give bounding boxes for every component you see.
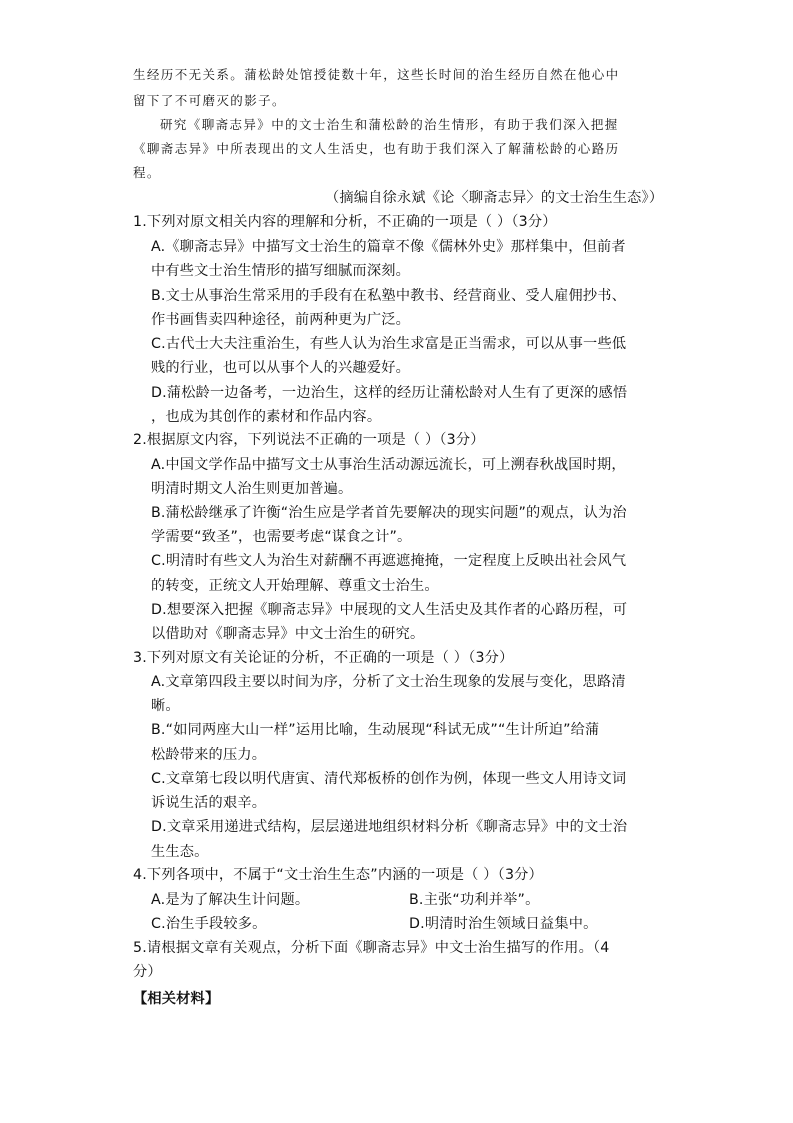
material-heading: 【相关材料】 [133,991,220,1007]
option-line: 明清时期文人治生则更加普遍。 [151,481,353,497]
option-line: 以借助对《聊斋志异》中文士治生的研究。 [151,626,425,642]
option-line: B.主张“功利并举”。 [409,892,540,908]
option-line: 学需要“致圣”，也需要考虑“谋食之计”。 [151,529,412,545]
option-line: A.中国文学作品中描写文士从事治生活动源远流长，可上溯春秋战国时期， [151,457,626,473]
option-line: 中有些文士治生情形的描写细腻而深刻。 [151,263,410,279]
passage-source: （摘编自徐永斌《论〈聊斋志异〉的文士治生生态》） [325,190,664,206]
option-line: D.想要深入把握《聊斋志异》中展现的文人生活史及其作者的心路历程，可 [151,602,628,618]
option-line: D.文章采用递进式结构，层层递进地组织材料分析《聊斋志异》中的文士治 [151,819,628,835]
question-stem: 5.请根据文章有关观点，分析下面《聊斋志异》中文士治生描写的作用。（4 [133,940,610,956]
passage-line: 研究《聊斋志异》中的文士治生和蒲松龄的治生情形，有助于我们深入把握 [160,117,619,132]
option-line: C.明清时有些文人为治生对薪酬不再遮遮掩掩，一定程度上反映出社会风气 [151,553,627,569]
option-line: C.文章第七段以明代唐寅、清代郑板桥的创作为例，体现一些文人用诗文词 [151,771,627,787]
option-line: D.明清时治生领域日益集中。 [409,916,598,932]
option-line: B.“如同两座大山一样”运用比喻，生动展现“科试无成”“生计所迫”给蒲 [151,722,600,738]
question-stem: 4.下列各项中，不属于“文士治生生态”内涵的一项是（ ）（3分） [133,867,543,883]
option-line: 贱的行业，也可以从事个人的兴趣爱好。 [151,360,410,376]
option-line: C.古代士大夫注重治生，有些人认为治生求富是正当需求，可以从事一些低 [151,336,627,352]
option-line: A.是为了解决生计问题。 [151,892,310,908]
passage-line: 程。 [133,165,161,180]
option-line: B.蒲松龄继承了许衡“治生应是学者首先要解决的现实问题”的观点，认为治 [151,505,627,521]
question-stem: 1.下列对原文相关内容的理解和分析，不正确的一项是（ ）（3分） [133,214,557,230]
option-line: 作书画售卖四种途径，前两种更为广泛。 [151,312,410,328]
option-line: A.文章第四段主要以时间为序，分析了文士治生现象的发展与变化，思路清 [151,674,626,690]
option-line: B.文士从事治生常采用的手段有在私塾中教书、经营商业、受人雇佣抄书、 [151,288,627,304]
passage-line: 留下了不可磨灭的影子。 [133,93,286,108]
option-line: 的转变，正统文人开始理解、尊重文士治生。 [151,578,439,594]
question-stem: 3.下列对原文有关论证的分析，不正确的一项是（ ）（3分） [133,650,514,666]
option-line: 诉说生活的艰辛。 [151,795,267,811]
option-line: 晰。 [151,698,180,714]
option-line: C.治生手段较多。 [151,916,267,932]
option-line: 生生态。 [151,844,209,860]
option-line: ，也成为其创作的素材和作品内容。 [151,409,382,425]
option-line: 松龄带来的压力。 [151,747,267,763]
passage-line: 生经历不无关系。蒲松龄处馆授徒数十年，这些长时间的治生经历自然在他心中 [133,67,620,82]
option-line: A.《聊斋志异》中描写文士治生的篇章不像《儒林外史》那样集中，但前者 [151,239,626,255]
option-line: D.蒲松龄一边备考，一边治生，这样的经历让蒲松龄对人生有了更深的感悟 [151,385,628,401]
question-stem: 2.根据原文内容，下列说法不正确的一项是（ ）（3分） [133,432,485,448]
question-stem: 分） [133,964,162,980]
passage-line: 《聊斋志异》中所表现出的文人生活史，也有助于我们深入了解蒲松龄的心路历 [133,141,620,156]
